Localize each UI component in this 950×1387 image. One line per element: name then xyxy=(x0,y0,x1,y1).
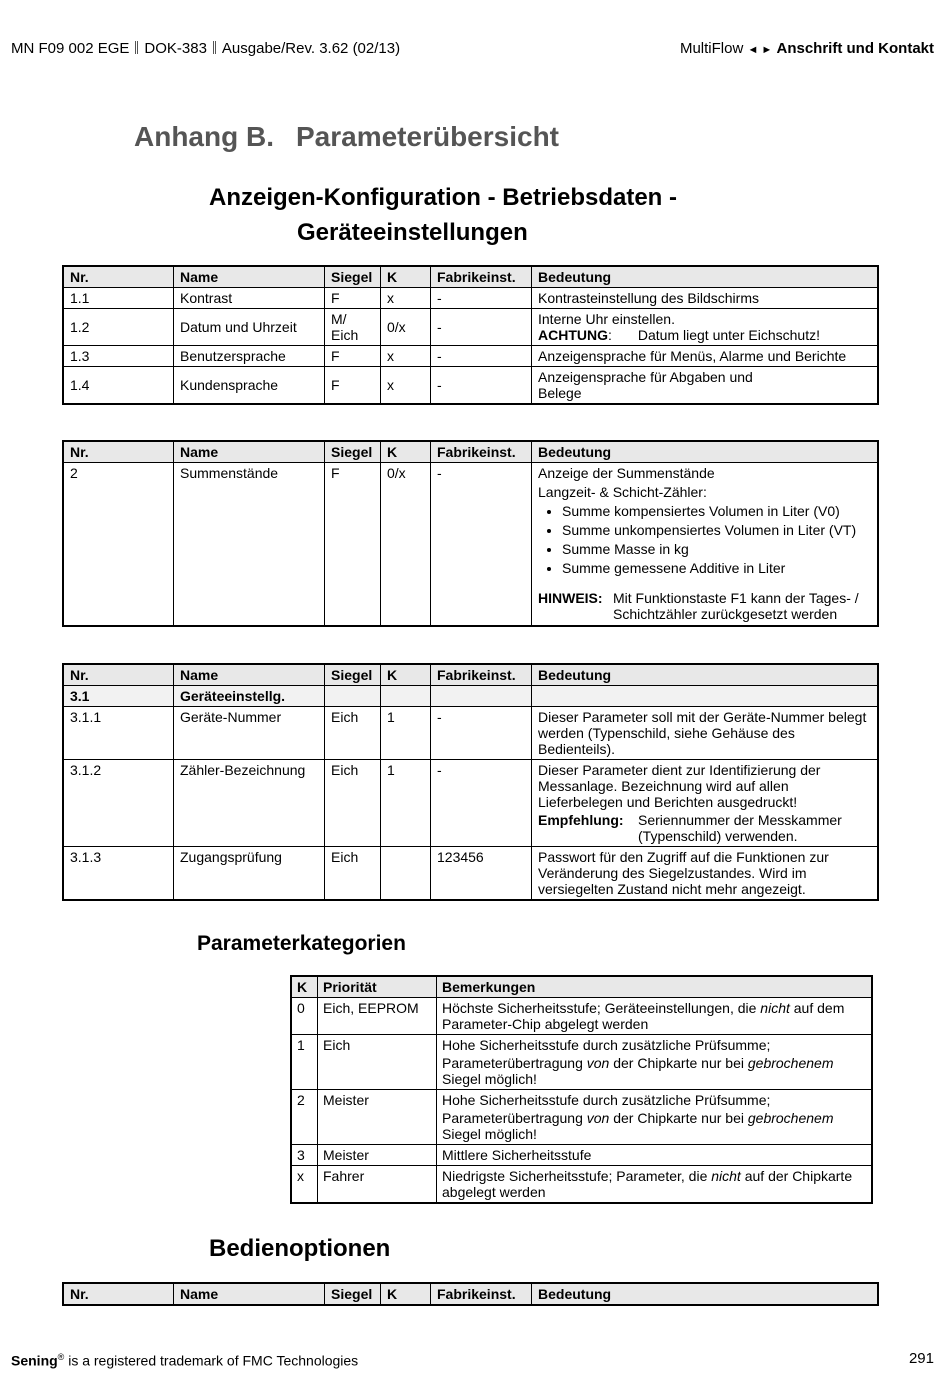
text-line: Hohe Sicherheitsstufe durch zusätzliche Prüfsumme; xyxy=(442,1092,771,1108)
cell-k: x xyxy=(381,288,431,309)
cell-k: x xyxy=(381,346,431,367)
table-row xyxy=(63,346,878,367)
cell-siegel: Eich xyxy=(325,707,381,760)
table-row xyxy=(291,998,872,1035)
table-header-row xyxy=(63,266,878,288)
warning-text: Datum liegt unter Eichschutz! xyxy=(637,327,820,343)
cell-name: Benutzersprache xyxy=(174,346,325,367)
cell-k xyxy=(381,847,431,901)
cell-k: 2 xyxy=(291,1090,318,1145)
cell-prioritaet: Meister xyxy=(318,1145,437,1166)
column-header-prioritaet: Priorität xyxy=(318,976,437,998)
cell-name: Summenstände xyxy=(174,463,325,627)
text-segment: der Chipkarte nur bei xyxy=(609,1055,748,1071)
footer-text: is a registered trademark of FMC Technologies xyxy=(64,1352,359,1369)
recommendation-label: Empfehlung: xyxy=(538,812,624,828)
header-product: MultiFlow xyxy=(679,40,744,57)
text-segment: auf der Chipkarte abgelegt werden xyxy=(442,1168,853,1200)
warning-label: ACHTUNG xyxy=(538,327,608,343)
text-segment: Parameterübertragung xyxy=(442,1055,587,1071)
column-header-bedeutung: Bedeutung xyxy=(532,266,879,288)
cell-bedeutung: Passwort für den Zugriff auf die Funktionen zur Veränderung des Siegelzustandes. Wird im versiegelten Zustand nicht mehr angezeigt. xyxy=(532,847,879,901)
header-revision: Ausgabe/Rev. 3.62 (02/13) xyxy=(221,40,401,57)
cell-nr: 1.3 xyxy=(63,346,174,367)
column-header-nr: Nr. xyxy=(63,441,174,463)
header-chapter-info xyxy=(680,40,934,57)
parameter-table-totals xyxy=(62,440,879,627)
table-row xyxy=(63,463,878,627)
categories-title: Parameterkategorien xyxy=(197,932,406,955)
cell-nr: 2 xyxy=(63,463,174,627)
table-row xyxy=(63,288,878,309)
cell-name: Kontrast xyxy=(174,288,325,309)
page-header xyxy=(11,40,934,60)
text-segment: Siegel möglich! xyxy=(442,1126,537,1142)
annex-number: Anhang B. xyxy=(134,121,274,152)
cell-bedeutung xyxy=(532,760,879,847)
registered-mark: ® xyxy=(57,1352,65,1362)
cell-bedeutung xyxy=(532,309,879,346)
column-header-k: K xyxy=(381,664,431,686)
cell-fabrikeinst: 123456 xyxy=(431,847,532,901)
cell-k: 0/x xyxy=(381,463,431,627)
list-item: • Summe unkompensiertes Volumen in Liter (VT) xyxy=(562,522,871,538)
cell-fabrikeinst: - xyxy=(431,288,532,309)
warning-line xyxy=(538,327,871,343)
column-header-name: Name xyxy=(174,1283,325,1305)
cell-k: 0/x xyxy=(381,309,431,346)
note-block xyxy=(538,590,871,622)
cell-bedeutung: Anzeigensprache für Menüs, Alarme und Berichte xyxy=(532,346,879,367)
cell-k: 1 xyxy=(291,1035,318,1090)
emphasis: nicht xyxy=(760,1000,790,1016)
warning-colon: : xyxy=(608,327,612,343)
header-separator xyxy=(213,41,216,54)
list-item: • Summe gemessene Additive in Liter xyxy=(562,560,871,576)
categories-table xyxy=(290,975,873,1204)
column-header-k: K xyxy=(381,266,431,288)
column-header-fabrikeinst: Fabrikeinst. xyxy=(431,266,532,288)
bullet-list xyxy=(538,503,871,576)
cell-name: Datum und Uhrzeit xyxy=(174,309,325,346)
bedeutung-text: Dieser Parameter dient zur Identifizierung der Messanlage. Bezeichnung wird auf allen Lieferbelegen und Berichten ausgedruckt! xyxy=(538,762,821,810)
cell-nr: 1.4 xyxy=(63,367,174,405)
cell-k: x xyxy=(291,1166,318,1204)
column-header-name: Name xyxy=(174,266,325,288)
column-header-k: K xyxy=(381,441,431,463)
cell-fabrikeinst: - xyxy=(431,346,532,367)
emphasis: gebrochenem xyxy=(747,1110,834,1126)
cell-name: Geräteeinstellg. xyxy=(174,686,325,707)
header-dok-number: DOK-383 xyxy=(144,40,207,57)
nav-arrows-icon: ◄ ► xyxy=(747,44,773,56)
column-header-name: Name xyxy=(174,664,325,686)
annex-title: Parameterübersicht xyxy=(296,121,560,152)
cell-bemerkungen xyxy=(437,998,873,1035)
cell-name: Zugangsprüfung xyxy=(174,847,325,901)
bedeutung-text: Interne Uhr einstellen. xyxy=(538,311,675,327)
column-header-fabrikeinst: Fabrikeinst. xyxy=(431,664,532,686)
cell-k: x xyxy=(381,367,431,405)
table-row xyxy=(63,760,878,847)
list-item: • Summe kompensiertes Volumen in Liter (V0) xyxy=(562,503,871,519)
column-header-k: K xyxy=(291,976,318,998)
text-segment: Siegel möglich! xyxy=(442,1071,537,1087)
column-header-bedeutung: Bedeutung xyxy=(532,664,879,686)
emphasis: von xyxy=(586,1055,610,1071)
emphasis: nicht xyxy=(711,1168,741,1184)
cell-siegel: Eich xyxy=(325,760,381,847)
section-title-line2: Geräteeinstellungen xyxy=(297,219,528,246)
recommendation-text: Seriennummer der Messkammer (Typenschild) verwenden. xyxy=(638,812,842,844)
cell-nr: 3.1.3 xyxy=(63,847,174,901)
cell-fabrikeinst: - xyxy=(431,707,532,760)
cell-prioritaet: Fahrer xyxy=(318,1166,437,1204)
column-header-bedeutung: Bedeutung xyxy=(532,441,879,463)
text-line: Hohe Sicherheitsstufe durch zusätzliche Prüfsumme; xyxy=(442,1037,771,1053)
table-row xyxy=(63,707,878,760)
bedeutung-subtitle: Langzeit- & Schicht-Zähler: xyxy=(538,484,707,500)
cell-siegel: F xyxy=(325,346,381,367)
header-separator xyxy=(135,41,138,54)
cell-fabrikeinst: - xyxy=(431,760,532,847)
cell-siegel: F xyxy=(325,288,381,309)
footer-trademark xyxy=(11,1352,358,1369)
cell-nr: 1.2 xyxy=(63,309,174,346)
cell-nr: 3.1.2 xyxy=(63,760,174,847)
table-row xyxy=(291,1145,872,1166)
cell-name: Zähler-Bezeichnung xyxy=(174,760,325,847)
header-document-info xyxy=(11,40,400,57)
note-text: Mit Funktionstaste F1 kann der Tages- / Schichtzähler zurückgesetzt werden xyxy=(613,590,859,622)
parameter-table-device xyxy=(62,663,879,901)
annex-heading xyxy=(134,121,559,153)
cell-name: Geräte-Nummer xyxy=(174,707,325,760)
cell-nr: 3.1 xyxy=(63,686,174,707)
column-header-siegel: Siegel xyxy=(325,664,381,686)
table-row xyxy=(291,1035,872,1090)
header-doc-number: MN F09 002 EGE xyxy=(11,40,130,57)
text-segment: Niedrigste Sicherheitsstufe; Parameter, die xyxy=(442,1168,712,1184)
page-number: 291 xyxy=(908,1350,934,1367)
text-segment: Höchste Sicherheitsstufe; Geräteeinstellungen, die xyxy=(442,1000,761,1016)
table-row xyxy=(63,309,878,346)
text-segment: auf dem Parameter-Chip abgelegt werden xyxy=(442,1000,845,1032)
cell-bemerkungen xyxy=(437,1090,873,1145)
column-header-name: Name xyxy=(174,441,325,463)
cell-empty xyxy=(431,686,532,707)
cell-prioritaet: Eich xyxy=(318,1035,437,1090)
cell-k: 1 xyxy=(381,707,431,760)
cell-k: 1 xyxy=(381,760,431,847)
cell-bemerkungen xyxy=(437,1035,873,1090)
column-header-k: K xyxy=(381,1283,431,1305)
cell-prioritaet: Eich, EEPROM xyxy=(318,998,437,1035)
cell-bedeutung xyxy=(532,463,879,627)
emphasis: gebrochenem xyxy=(747,1055,834,1071)
column-header-nr: Nr. xyxy=(63,266,174,288)
bedeutung-text: Anzeige der Summenstände xyxy=(538,465,715,481)
cell-k: 3 xyxy=(291,1145,318,1166)
column-header-siegel: Siegel xyxy=(325,1283,381,1305)
column-header-siegel: Siegel xyxy=(325,441,381,463)
parameter-table-operating xyxy=(62,1282,879,1306)
cell-fabrikeinst: - xyxy=(431,463,532,627)
cell-siegel: F xyxy=(325,367,381,405)
cell-name: Kundensprache xyxy=(174,367,325,405)
table-header-row xyxy=(291,976,872,998)
cell-bemerkungen: Mittlere Sicherheitsstufe xyxy=(437,1145,873,1166)
cell-bemerkungen xyxy=(437,1166,873,1204)
section-title-line1: Anzeigen-Konfiguration - Betriebsdaten - xyxy=(209,184,677,211)
cell-bedeutung: Kontrasteinstellung des Bildschirms xyxy=(532,288,879,309)
table-header-row xyxy=(63,441,878,463)
table-row xyxy=(63,847,878,901)
recommendation-block xyxy=(538,812,871,844)
cell-siegel: F xyxy=(325,463,381,627)
cell-fabrikeinst: - xyxy=(431,309,532,346)
table-row xyxy=(291,1166,872,1204)
cell-empty xyxy=(532,686,879,707)
column-header-fabrikeinst: Fabrikeinst. xyxy=(431,1283,532,1305)
note-label: HINWEIS: xyxy=(538,590,603,606)
text-line xyxy=(442,1110,866,1142)
cell-fabrikeinst: - xyxy=(431,367,532,405)
column-header-bemerkungen: Bemerkungen xyxy=(437,976,873,998)
column-header-nr: Nr. xyxy=(63,1283,174,1305)
parameter-table-display xyxy=(62,265,879,405)
operating-options-title: Bedienoptionen xyxy=(209,1235,391,1262)
cell-empty xyxy=(325,686,381,707)
cell-nr: 3.1.1 xyxy=(63,707,174,760)
table-row xyxy=(63,367,878,405)
text-segment: Parameterübertragung xyxy=(442,1110,587,1126)
cell-nr: 1.1 xyxy=(63,288,174,309)
table-row xyxy=(291,1090,872,1145)
cell-siegel: Eich xyxy=(325,847,381,901)
header-section: Anschrift und Kontakt xyxy=(776,40,934,57)
cell-prioritaet: Meister xyxy=(318,1090,437,1145)
column-header-fabrikeinst: Fabrikeinst. xyxy=(431,441,532,463)
cell-k: 0 xyxy=(291,998,318,1035)
table-header-row xyxy=(63,664,878,686)
cell-bedeutung: Dieser Parameter soll mit der Geräte-Nummer belegt werden (Typenschild, siehe Gehäuse des Bedienteils). xyxy=(532,707,879,760)
table-header-row xyxy=(63,1283,878,1305)
text-segment: der Chipkarte nur bei xyxy=(609,1110,748,1126)
cell-bedeutung: Anzeigensprache für Abgaben und Belege xyxy=(532,367,879,405)
group-row xyxy=(63,686,878,707)
cell-siegel: M/ Eich xyxy=(325,309,381,346)
column-header-bedeutung: Bedeutung xyxy=(532,1283,879,1305)
text-line xyxy=(442,1055,866,1087)
list-item: • Summe Masse in kg xyxy=(562,541,871,557)
column-header-nr: Nr. xyxy=(63,664,174,686)
emphasis: von xyxy=(586,1110,610,1126)
column-header-siegel: Siegel xyxy=(325,266,381,288)
cell-empty xyxy=(381,686,431,707)
footer-brand: Sening xyxy=(11,1352,58,1369)
